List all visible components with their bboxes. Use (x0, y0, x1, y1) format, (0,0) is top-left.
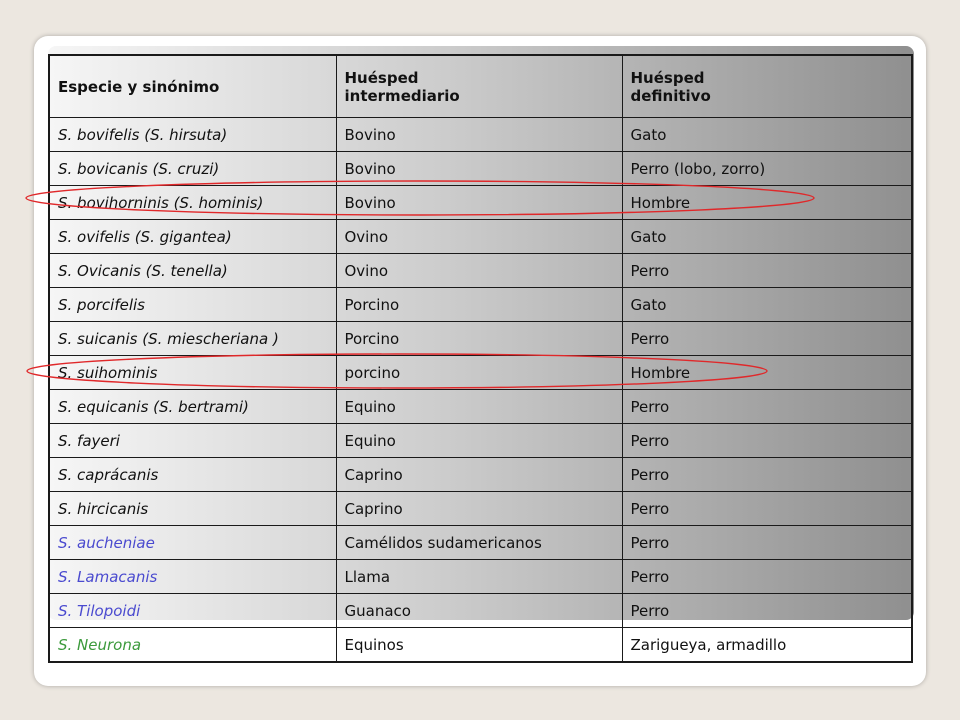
table-row (49, 186, 912, 220)
intermediate-host-cell: porcino (336, 356, 622, 390)
intermediate-host-cell: Equino (336, 390, 622, 424)
definitive-host-cell: Gato (622, 118, 912, 152)
species-cell: S. fayeri (49, 424, 336, 458)
definitive-host-cell: Gato (622, 288, 912, 322)
definitive-host-cell: Perro (622, 390, 912, 424)
header-definitive-host (622, 55, 912, 118)
definitive-host-cell: Perro (622, 594, 912, 628)
intermediate-host-cell: Equino (336, 424, 622, 458)
table-row (49, 594, 912, 628)
species-cell: S. bovihorninis (S. hominis) (49, 186, 336, 220)
table-row (49, 458, 912, 492)
definitive-host-cell: Gato (622, 220, 912, 254)
species-cell: S. Tilopoidi (49, 594, 336, 628)
definitive-host-cell: Perro (622, 458, 912, 492)
table-row (49, 560, 912, 594)
intermediate-host-cell: Ovino (336, 254, 622, 288)
table-row (49, 356, 912, 390)
definitive-host-cell: Hombre (622, 186, 912, 220)
definitive-host-cell: Perro (622, 526, 912, 560)
table-row (49, 118, 912, 152)
species-cell: S. suicanis (S. miescheriana ) (49, 322, 336, 356)
definitive-host-cell: Zarigueya, armadillo (622, 628, 912, 663)
header-intermediate-host (336, 55, 622, 118)
intermediate-host-cell: Porcino (336, 288, 622, 322)
definitive-host-cell: Perro (622, 424, 912, 458)
species-host-table (48, 54, 913, 663)
definitive-host-cell: Hombre (622, 356, 912, 390)
intermediate-host-cell: Bovino (336, 152, 622, 186)
table-header-row (49, 55, 912, 118)
intermediate-host-cell: Caprino (336, 458, 622, 492)
intermediate-host-cell: Ovino (336, 220, 622, 254)
table-row (49, 288, 912, 322)
definitive-host-cell: Perro (622, 492, 912, 526)
species-cell: S. Neurona (49, 628, 336, 663)
header-definitive-line1: Huésped (630, 68, 705, 87)
header-species: Especie y sinónimo (49, 55, 336, 118)
table-row (49, 424, 912, 458)
table-row (49, 254, 912, 288)
intermediate-host-cell: Bovino (336, 186, 622, 220)
intermediate-host-cell: Bovino (336, 118, 622, 152)
intermediate-host-cell: Caprino (336, 492, 622, 526)
table-row (49, 628, 912, 663)
table-row (49, 220, 912, 254)
header-intermediate-line2: intermediario (344, 86, 460, 105)
definitive-host-cell: Perro (622, 560, 912, 594)
table-row (49, 390, 912, 424)
species-cell: S. aucheniae (49, 526, 336, 560)
species-cell: S. Ovicanis (S. tenella) (49, 254, 336, 288)
species-cell: S. Lamacanis (49, 560, 336, 594)
species-cell: S. bovifelis (S. hirsuta) (49, 118, 336, 152)
species-cell: S. suihominis (49, 356, 336, 390)
species-cell: S. ovifelis (S. gigantea) (49, 220, 336, 254)
species-cell: S. hircicanis (49, 492, 336, 526)
table-row (49, 526, 912, 560)
table-row (49, 492, 912, 526)
intermediate-host-cell: Porcino (336, 322, 622, 356)
header-definitive-line2: definitivo (630, 86, 711, 105)
intermediate-host-cell: Camélidos sudamericanos (336, 526, 622, 560)
definitive-host-cell: Perro (622, 254, 912, 288)
definitive-host-cell: Perro (622, 322, 912, 356)
intermediate-host-cell: Guanaco (336, 594, 622, 628)
intermediate-host-cell: Equinos (336, 628, 622, 663)
species-cell: S. caprácanis (49, 458, 336, 492)
species-cell: S. porcifelis (49, 288, 336, 322)
table-row (49, 152, 912, 186)
intermediate-host-cell: Llama (336, 560, 622, 594)
species-cell: S. equicanis (S. bertrami) (49, 390, 336, 424)
definitive-host-cell: Perro (lobo, zorro) (622, 152, 912, 186)
header-intermediate-line1: Huésped (344, 68, 419, 87)
species-cell: S. bovicanis (S. cruzi) (49, 152, 336, 186)
table-row (49, 322, 912, 356)
